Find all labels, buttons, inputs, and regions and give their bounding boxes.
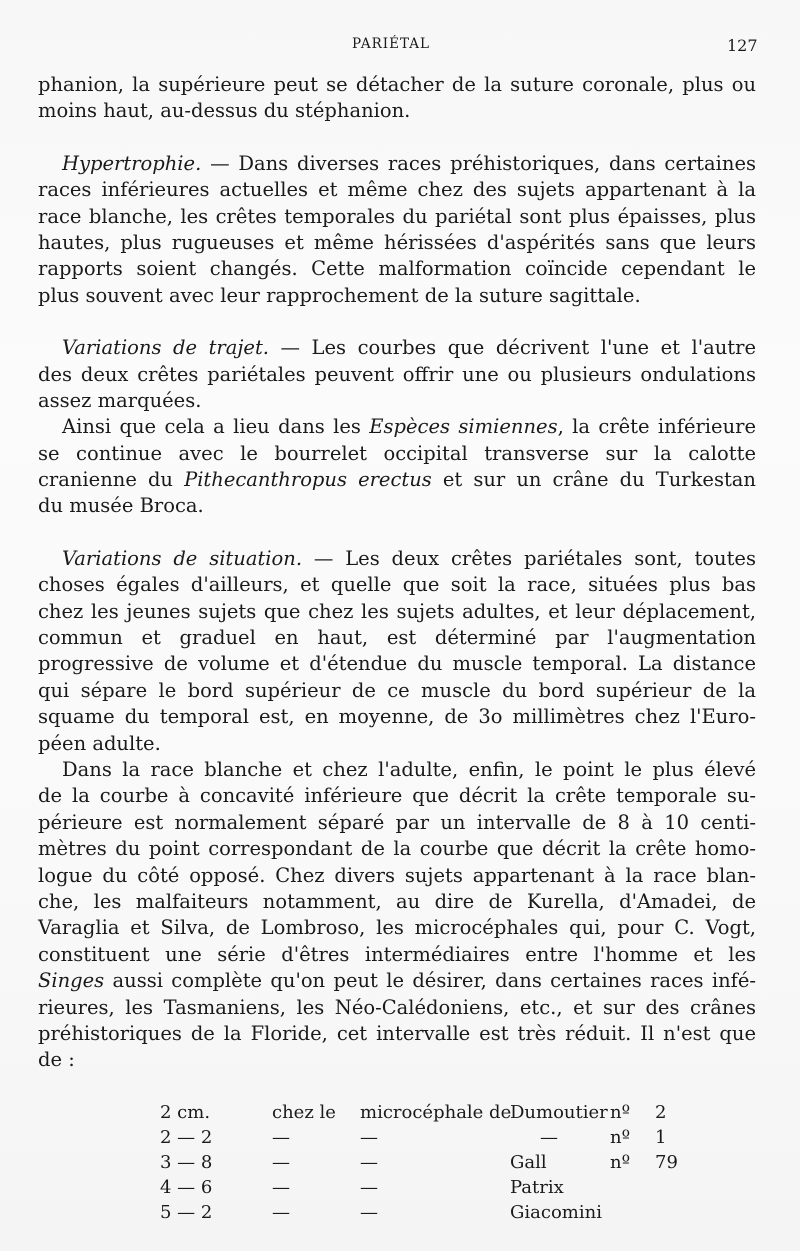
text-line: hautes, plus rugueuses et même hérissées d'aspérités sans que leurs [38, 230, 756, 254]
text-line: constituent une série d'êtres intermédiaires entre l'homme et les [38, 942, 756, 966]
text-line: Variations de situation. — Les deux crêtes pariétales sont, toutes [62, 546, 756, 570]
text-line: races inférieures actuelles et même chez des sujets appartenant à la [38, 178, 756, 202]
section-heading: Variations de situation. [62, 546, 303, 570]
book-page: PARIÉTAL 127 phanion, la supérieure peut se détacher de la suture coronale, plus ou moins haut, au-dessus du stéphanion. Hypertrophie. — Dans diverses races préhistoriques, dans certaines races inférieures actuelles et même chez des sujets appartenant à la race blanche, les crêtes temporales du pariétal sont plus épaisses, plus hautes, plus rugueuses et même hérissées d'aspérités sans que leurs rapports soient changés. Cette malformation coïncide cependant le plus souvent avec leur rapprochement de la suture sagittale. Variations de trajet. — Les courbes que décrivent l'une et l'autre des deux crêtes pariétales peuvent offrir une ou plusieurs ondulations assez marquées. Ainsi que cela a lieu dans les Espèces simiennes, la crête inférieure se continue avec le bourrelet occipital transverse sur la calotte cranienne du Pithecanthropus erectus et sur un crâne du Turkestan du musée Broca. Variations de situation. — Les deux crêtes pariétales sont, toutes choses égales d'ailleurs, et quelle que soit la race, situées plus bas chez les jeunes sujets que chez les sujets adultes, et leur déplacement, commun et graduel en haut, est déterminé par l'augmentation progressive de volume et d'étendue du muscle temporal. La distance qui sépare le bord supérieur de ce muscle du bord supérieur de la squame du temporal est, en moyenne, de 3o millimètres chez l'Euro- péen adulte. Dans la race blanche et chez l'adulte, enfin, le point le plus élevé de la courbe à concavité inférieure que décrit la crête temporale su- périeure est normalement séparé par un intervalle de 8 à 10 centi- mètres du point correspondant de la courbe que décrit la crête homo- logue du côté opposé. Chez divers sujets appartenant à la race blan- che, les malfaiteurs notamment, au dire de Kurella, d'Amadei, de Varaglia et Silva, de Lombroso, les microcéphales qui, pour C. Vogt, constituent une série d'êtres intermédiaires entre l'homme et les Singes aussi complète qu'on peut le désirer, dans certaines races infé- rieures, les Tasmaniens, les Néo-Calédoniens, etc., et sur des crânes préhistoriques de la Floride, cet intervalle est très réduit. Il n'est que de : 2 cm. chez le microcéphale de Dumoutier nº 2 2 — 2 — — — nº 1 3 — 8 — — Gall nº 79 4 — 6 — — Patrix 5 — 2 — — Giacomini [0, 0, 800, 1251]
text-line: de la courbe à concavité inférieure que décrit la crête temporale su- [38, 784, 756, 808]
text-line: cranienne du Pithecanthropus erectus et sur un crâne du Turkestan [38, 468, 756, 492]
text-line: rapports soient changés. Cette malformation coïncide cependant le [38, 257, 756, 281]
text-line: Singes aussi complète qu'on peut le désirer, dans certaines races infé- [38, 969, 756, 993]
text-line: du musée Broca. [38, 494, 204, 518]
text-line: chez les jeunes sujets que chez les sujets adultes, et leur déplacement, [38, 599, 756, 623]
text-line: Hypertrophie. — Dans diverses races préhistoriques, dans certaines [62, 151, 756, 175]
text-line: logue du côté opposé. Chez divers sujets appartenant à la race blan- [38, 863, 756, 887]
running-head: PARIÉTAL [352, 36, 430, 52]
text-line: qui sépare le bord supérieur de ce muscle du bord supérieur de la [38, 678, 756, 702]
text-line: che, les malfaiteurs notamment, au dire de Kurella, d'Amadei, de [38, 889, 756, 913]
text-line: Varaglia et Silva, de Lombroso, les microcéphales qui, pour C. Vogt, [38, 916, 756, 940]
section-heading: Hypertrophie. [62, 151, 202, 175]
body-text [38, 72, 756, 1074]
page-number: 127 [727, 36, 758, 55]
text-line: périeure est normalement séparé par un intervalle de 8 à 10 centi- [38, 810, 756, 834]
text-line: mètres du point correspondant de la courbe que décrit la crête homo- [38, 837, 756, 861]
text-line: moins haut, au-dessus du stéphanion. [38, 99, 411, 123]
text-line: choses égales d'ailleurs, et quelle que soit la race, situées plus bas [38, 573, 756, 597]
text-line: Dans la race blanche et chez l'adulte, enfin, le point le plus élevé [62, 757, 756, 781]
text-line: phanion, la supérieure peut se détacher de la suture coronale, plus ou [38, 73, 756, 96]
text-line: se continue avec le bourrelet occipital transverse sur la calotte [38, 441, 756, 465]
section-heading: Variations de trajet. [62, 336, 269, 360]
text-line: préhistoriques de la Floride, cet intervalle est très réduit. Il n'est que [38, 1021, 756, 1045]
page-header [0, 36, 800, 56]
text-line: squame du temporal est, en moyenne, de 3o millimètres chez l'Euro- [38, 705, 756, 729]
text-line: Variations de trajet. — Les courbes que décrivent l'une et l'autre [62, 336, 756, 360]
text-line: progressive de volume et d'étendue du muscle temporal. La distance [38, 652, 756, 676]
text-line: Ainsi que cela a lieu dans les Espèces simiennes, la crête inférieure [62, 415, 757, 439]
text-line: des deux crêtes pariétales peuvent offrir une ou plusieurs ondulations [38, 362, 756, 386]
text-line: assez marquées. [38, 388, 202, 412]
text-line: plus souvent avec leur rapprochement de la suture sagittale. [38, 283, 641, 307]
text-line: rieures, les Tasmaniens, les Néo-Calédoniens, etc., et sur des crânes [38, 995, 756, 1019]
text-line: race blanche, les crêtes temporales du pariétal sont plus épaisses, plus [38, 204, 756, 228]
text-line: commun et graduel en haut, est déterminé par l'augmentation [38, 626, 756, 650]
text-line: de : [38, 1048, 75, 1072]
text-line: péen adulte. [38, 731, 161, 755]
